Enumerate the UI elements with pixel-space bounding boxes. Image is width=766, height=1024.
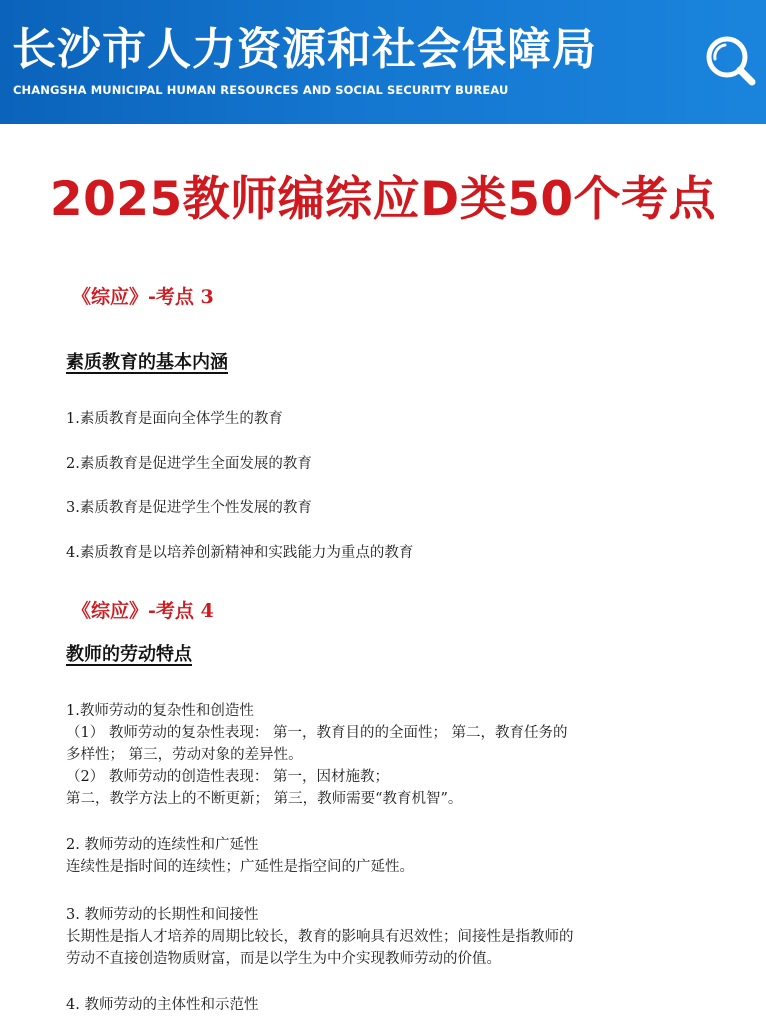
point-line: 1.教师劳动的复杂性和创造性 <box>66 703 254 719</box>
point-line: 2. 教师劳动的连续性和广延性 <box>66 837 259 853</box>
list-item: 1.素质教育是面向全体学生的教育 <box>66 411 283 427</box>
point-line: 长期性是指人才培养的周期比较长，教育的影响具有迟效性；间接性是指教师的 <box>66 929 574 945</box>
point-line: 劳动不直接创造物质财富，而是以学生为中介实现教师劳动的价值。 <box>66 951 501 967</box>
point-line: 多样性； 第三，劳动对象的差异性。 <box>66 747 303 763</box>
site-title: 长沙市人力资源和社会保障局 <box>12 24 597 75</box>
search-icon <box>700 30 760 90</box>
site-header <box>0 0 766 124</box>
section-label-4: 《综应》-考点 4 <box>72 600 214 622</box>
point-line: 4. 教师劳动的主体性和示范性 <box>66 997 259 1013</box>
point-line: 连续性是指时间的连续性；广延性是指空间的广延性。 <box>66 859 414 875</box>
list-item: 2.素质教育是促进学生全面发展的教育 <box>66 456 312 472</box>
section-heading-3: 素质教育的基本内涵 <box>66 352 228 373</box>
point-line: 3. 教师劳动的长期性和间接性 <box>66 907 259 923</box>
list-item: 3.素质教育是促进学生个性发展的教育 <box>66 500 312 516</box>
point-2 <box>66 834 716 878</box>
point-line: 第二，教学方法上的不断更新； 第三，教师需要“教育机智”。 <box>66 791 463 807</box>
section-label-3: 《综应》-考点 3 <box>72 286 214 308</box>
section-heading-4: 教师的劳动特点 <box>66 644 192 665</box>
point-4 <box>66 994 716 1016</box>
point-line: （2） 教师劳动的创造性表现： 第一，因材施教； <box>66 769 389 785</box>
search-button[interactable] <box>700 30 760 90</box>
page-title: 2025教师编综应D类50个考点 <box>49 172 717 227</box>
point-3 <box>66 904 716 970</box>
point-1 <box>66 700 716 810</box>
site-subtitle: CHANGSHA MUNICIPAL HUMAN RESOURCES AND SOCIAL SECURITY BUREAU <box>13 83 509 97</box>
list-item: 4.素质教育是以培养创新精神和实践能力为重点的教育 <box>66 545 414 561</box>
point-line: （1） 教师劳动的复杂性表现： 第一，教育目的的全面性； 第二，教育任务的 <box>66 725 568 741</box>
